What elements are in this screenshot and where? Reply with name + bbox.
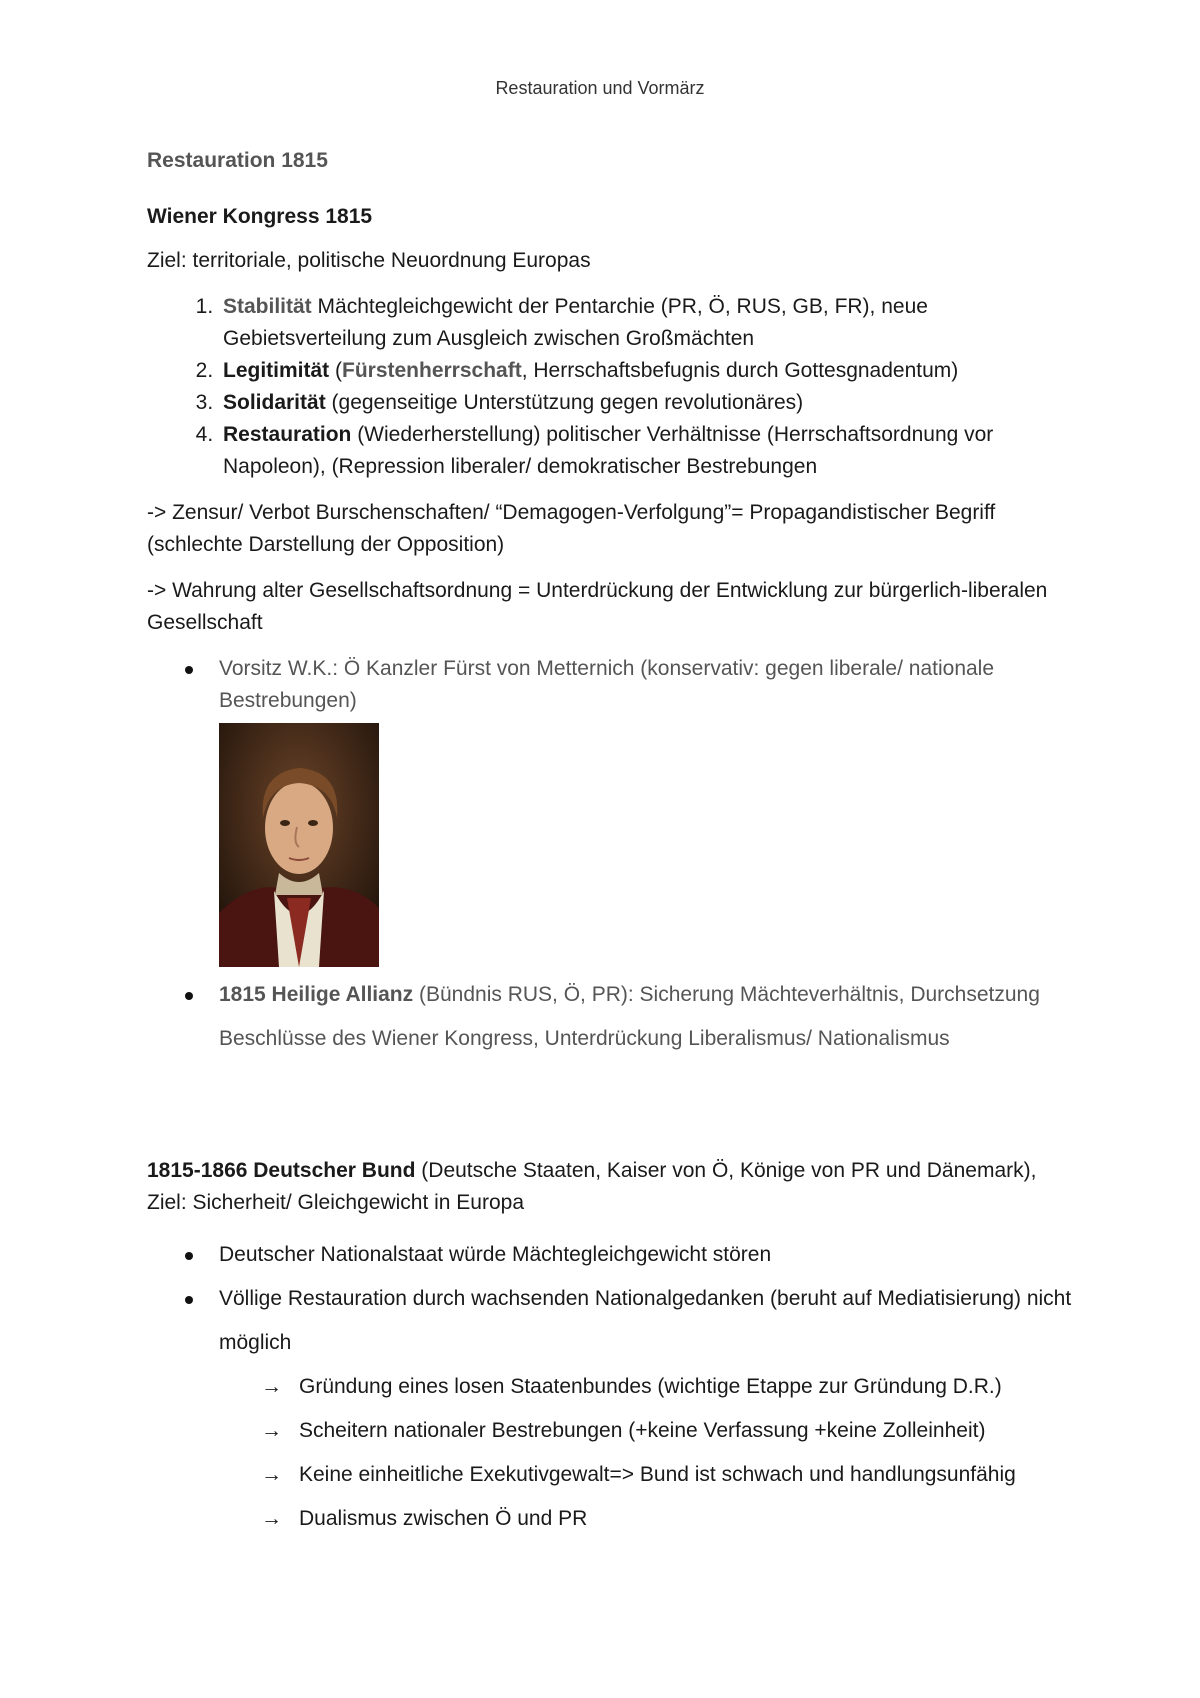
list-item: 2. Legitimität (Fürstenherrschaft, Herrschaftsbefugnis durch Gottesgnadentum) <box>219 355 1077 387</box>
note-paragraph: -> Zensur/ Verbot Burschenschaften/ “Demagogen-Verfolgung”= Propagandistischer Begriff (schlechte Darstellung der Opposition) <box>147 501 996 556</box>
list-item: Völlige Restauration durch wachsenden Nationalgedanken (beruht auf Mediatisierung) nicht möglich <box>219 1277 1077 1365</box>
bullet-icon <box>185 992 193 1000</box>
list-item: 1. Stabilität Mächtegleichgewicht der Pentarchie (PR, Ö, RUS, GB, FR), neue Gebietsverteilung zum Ausgleich zwischen Großmächten <box>219 291 1077 355</box>
list-item: 3. Solidarität (gegenseitige Unterstützung gegen revolutionäres) <box>219 387 1077 419</box>
goal-text: Ziel: territoriale, politische Neuordnung Europas <box>147 249 591 272</box>
principles-list <box>147 291 1077 483</box>
list-item: → Dualismus zwischen Ö und PR <box>299 1497 1077 1541</box>
bullet-icon <box>185 666 193 674</box>
list-item: → Scheitern nationaler Bestrebungen (+keine Verfassung +keine Zolleinheit) <box>299 1409 1077 1453</box>
arrow-icon: → <box>261 1507 282 1530</box>
arrow-icon: → <box>261 1463 282 1486</box>
metternich-portrait-image <box>219 723 379 967</box>
bullet-list <box>147 653 1077 1061</box>
bullet-icon <box>185 1252 193 1260</box>
list-item: → Gründung eines losen Staatenbundes (wichtige Etappe zur Gründung D.R.) <box>299 1365 1077 1409</box>
term: Stabilität <box>223 295 312 318</box>
list-item: Vorsitz W.K.: Ö Kanzler Fürst von Metternich (konservativ: gegen liberale/ nationale Bestrebungen) <box>219 653 1077 967</box>
arrow-icon: → <box>261 1375 282 1398</box>
list-item: 1815 Heilige Allianz (Bündnis RUS, Ö, PR): Sicherung Mächteverhältnis, Durchsetzung Beschlüsse des Wiener Kongress, Unterdrückung Liberalismus/ Nationalismus <box>219 973 1077 1061</box>
list-item: Deutscher Nationalstaat würde Mächtegleichgewicht stören <box>219 1233 1077 1277</box>
arrow-icon: → <box>261 1419 282 1442</box>
term: Legitimität <box>223 359 330 382</box>
arrow-list <box>147 1365 1077 1541</box>
subsection-title: Wiener Kongress 1815 <box>147 205 373 228</box>
document-body <box>147 145 1077 1541</box>
list-item: 4. Restauration (Wiederherstellung) politischer Verhältnisse (Herrschaftsordnung vor Napoleon), (Repression liberaler/ demokratischer Bestrebungen <box>219 419 1077 483</box>
spacer <box>147 1075 1077 1155</box>
bullet-list <box>147 1233 1077 1365</box>
intro-paragraph: 1815-1866 Deutscher Bund (Deutsche Staaten, Kaiser von Ö, Könige von PR und Dänemark), Ziel: Sicherheit/ Gleichgewicht in Europa <box>147 1159 1037 1214</box>
term: Restauration <box>223 423 352 446</box>
bullet-icon <box>185 1296 193 1304</box>
term: Fürstenherrschaft <box>342 359 522 382</box>
note-paragraph: -> Wahrung alter Gesellschaftsordnung = Unterdrückung der Entwicklung zur bürgerlich-liberalen Gesellschaft <box>147 579 1048 634</box>
term: Solidarität <box>223 391 326 414</box>
page-header: Restauration und Vormärz <box>495 78 705 98</box>
section-title: Restauration 1815 <box>147 149 328 172</box>
list-item: → Keine einheitliche Exekutivgewalt=> Bund ist schwach und handlungsunfähig <box>299 1453 1077 1497</box>
